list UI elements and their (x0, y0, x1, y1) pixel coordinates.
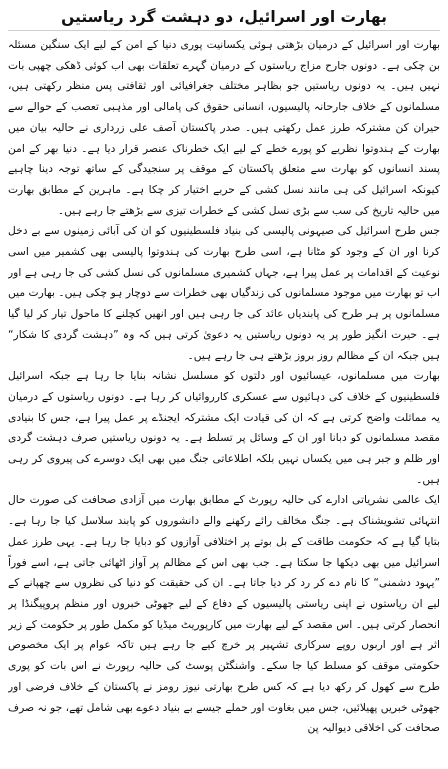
article-paragraph-2: جس طرح اسرائیل کی صیہونی پالیسی کی بنیاد فلسطینیوں کو ان کی آبائی زمینوں سے بے دخل کرنا اور ان کے وجود کو مٹانا ہے، اسی طرح بھارت کی ہندوتوا پالیسی بھی کشمیر میں اسی نوعیت کے اقدامات پر عمل پیرا ہے، جہاں کشمیری مسلمانوں کی نسل کشی کی جا رہی ہے اور اب تو بھارت میں موجود مسلمانوں کی زندگیاں بھی خطرات سے دوچار ہو چکی ہیں۔ بھارت میں مسلمانوں پر ہر طرح کی پابندیاں عائد کی جا رہی ہیں اور انھیں کچلنے کا ماحول تیار کر لیا گیا ہے۔ حیرت انگیز طور پر یہ دونوں ریاستیں یہ دعویٰ کرتی ہیں کہ وہ ”دہشت گردی کا شکار“ ہیں جبکہ ان کے مظالم روز بروز بڑھتے ہی جا رہے ہیں۔ (8, 224, 440, 362)
article-headline: بھارت اور اسرائیل، دو دہشت گرد ریاستیں (8, 6, 440, 31)
article-paragraph-4: ایک عالمی نشریاتی ادارے کی حالیہ رپورٹ کے مطابق بھارت میں آزادی صحافت کی صورت حال انتہائی تشویشناک ہے۔ جنگ مخالف رائے رکھنے والے دانشوروں کو پابند سلاسل کیا جا رہا ہے۔ بتایا گیا ہے کہ حکومت طاقت کے بل بوتے پر اختلافی آوازوں کو دبایا جا رہا ہے۔ یہی طرز عمل اسرائیل میں بھی دیکھا جا سکتا ہے۔ جب بھی اس کے مظالم پر آواز اٹھائی جاتی ہے، اسے فوراً ”یہود دشمنی“ کا نام دے کر رد کر دیا جاتا ہے۔ ان کی حقیقت کو دنیا کی نظروں سے چھپانے کے لیے ان ریاستوں نے اپنی ریاستی پالیسیوں کے دفاع کے لیے جھوٹی خبروں اور منظم پروپیگنڈا پر انحصار کرتی ہیں۔ اس مقصد کے لیے بھارت میں کارپوریٹ میڈیا کو مکمل طور پر حکومت کے زیر اثر ہے اور اربوں روپے سرکاری تشہیر پر خرچ کیے جا رہے ہیں تاکہ عوام پر ایک مخصوص حکومتی موقف کو مسلط کیا جا سکے۔ واشنگٹن پوسٹ کی حالیہ رپورٹ نے اس بات کو پوری طرح سے کھول کر رکھ دیا ہے کہ کس طرح بھارتی نیوز رومز نے پاکستان کے خلاف فرضی اور جھوٹی خبریں پھیلائیں، جس میں بغاوت اور حملے جیسے بے بنیاد دعوے بھی شامل تھے، جو نہ صرف صحافت کی اخلاقی دیوالیہ پن (8, 493, 440, 735)
article-body (8, 35, 440, 769)
article-paragraph-3: بھارت میں مسلمانوں، عیسائیوں اور دلتوں کو مسلسل نشانہ بنایا جا رہا ہے جبکہ اسرائیل فلسطینیوں کے خلاف کی دہائیوں سے عسکری کارروائیاں کر رہا ہے۔ دونوں ریاستوں کے درمیان یہ مماثلت واضح کرتی ہے کہ ان کی قیادت ایک مشترکہ ایجنڈے پر عمل پیرا ہے، جس کا بنیادی مقصد مسلمانوں کو دبانا اور ان کے وسائل پر تسلط ہے۔ یہ دونوں ریاستیں صرف دہشت گردی اور ظلم و جبر ہی میں یکساں نہیں بلکہ اطلاعاتی جنگ میں بھی ایک دوسرے کی پیروی کر رہی ہیں۔ (8, 369, 440, 486)
article-paragraph-1: بھارت اور اسرائیل کے درمیان بڑھتی ہوئی یکسانیت پوری دنیا کے امن کے لیے ایک سنگین مسئلہ بن چکی ہے۔ دونوں جارح مزاج ریاستوں کے درمیان گہرے تعلقات بھی اب کوئی ڈھکی چھپی بات نہیں ہیں۔ یہ دونوں ریاستیں جو بظاہر مختلف جغرافیائی اور ثقافتی پس منظر رکھتی ہیں، مسلمانوں کے خلاف جارحانہ پالیسیوں، انسانی حقوق کی پامالی اور مذہبی تعصب کے حوالے سے حیران کن مشترکہ طرز عمل رکھتی ہیں۔ صدر پاکستان آصف علی زرداری نے حالیہ بیان میں بھارت کے ہندوتوا نظریے کو پورے خطے کے لیے ایک خطرناک عنصر قرار دیا ہے۔ دنیا بھر کے امن پسند انسانوں کو بھارت سے متعلق پاکستان کے موقف پر سنجیدگی کے ساتھ توجہ دینا چاہیے کیونکہ اسرائیل کی ہی مانند نسل کشی کے حربے اختیار کر چکا ہے۔ ماہرین کے مطابق بھارت میں حالیہ تاریخ کی سب سے بڑی نسل کشی کے خطرات تیزی سے بڑھتے جا رہے ہیں۔ (8, 38, 440, 217)
